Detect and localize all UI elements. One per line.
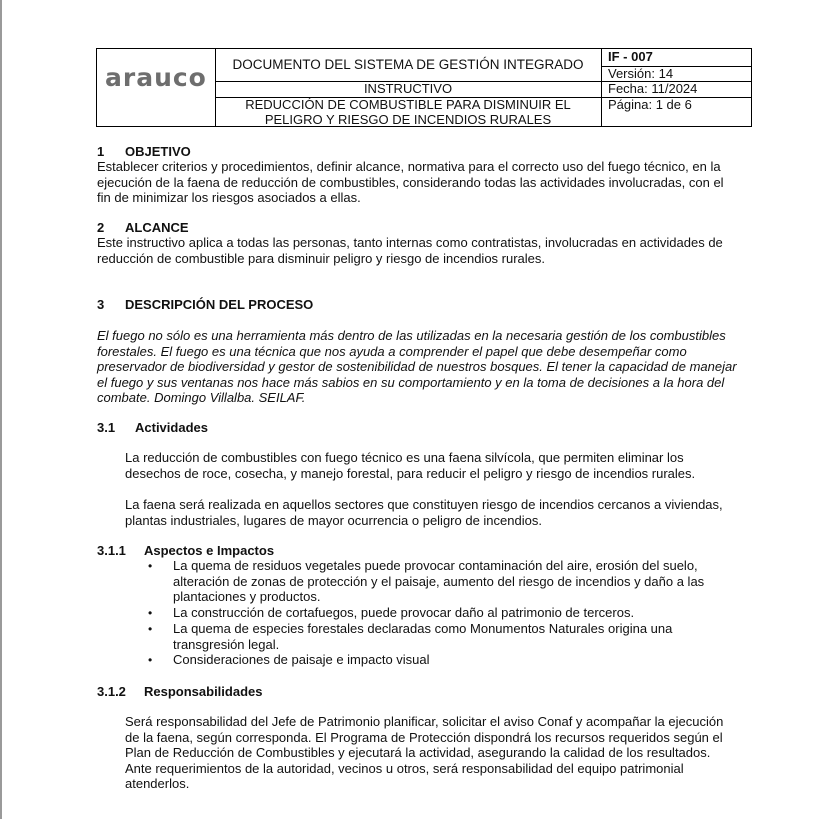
section-2-title: ALCANCE <box>125 220 189 235</box>
text-line: forestales. El fuego es una técnica que nos ayuda a comprender el papel que debe desempeñar como <box>97 343 687 359</box>
text-line: preservador de biodiversidad y gestor de sostenibilidad de nuestros bosques. El tener la capacidad de manejar <box>97 359 737 374</box>
text-line: Consideraciones de paisaje e impacto visual <box>173 652 430 667</box>
section-3-quote <box>97 328 744 406</box>
system-title: DOCUMENTO DEL SISTEMA DE GESTIÓN INTEGRADO <box>215 49 602 81</box>
section-3-1-1-title: Aspectos e Impactos <box>144 543 275 558</box>
section-3-1-1-number: 3.1.1 <box>97 543 126 558</box>
doc-code: IF - 007 <box>608 49 653 64</box>
arauco-logo: arauco <box>105 63 207 92</box>
section-3-title: DESCRIPCIÓN DEL PROCESO <box>125 297 314 312</box>
bullet-icon: • <box>148 559 153 573</box>
list-item <box>173 621 743 652</box>
section-3-1-paragraph-1 <box>125 450 743 481</box>
list-item <box>173 558 743 605</box>
section-3-1-2-title: Responsabilidades <box>144 684 263 699</box>
text-line: desechos de roce, cosecha, y manejo forestal, para reducir el peligro y riesgo de incendios rurales. <box>125 465 696 481</box>
text-line: de la faena, según corresponda. El Programa de Protección dispondrá los recursos requeridos según el <box>125 729 723 745</box>
document-header-table <box>96 48 752 127</box>
text-line: La quema de residuos vegetales puede provocar contaminación del aire, erosión del suelo, <box>173 558 698 573</box>
logo-cell <box>97 49 216 126</box>
page-edge <box>0 0 2 819</box>
text-line: Este instructivo aplica a todas las personas, tanto internas como contratistas, involucradas en actividades de <box>97 235 723 250</box>
section-3-1-title: Actividades <box>135 420 208 435</box>
text-line: alteración de zonas de protección y el paisaje, aumento del riesgo de incendios y daño a las <box>173 573 705 589</box>
bullet-icon: • <box>148 622 153 636</box>
text-line: La quema de especies forestales declaradas como Monumentos Naturales origina una <box>173 621 673 636</box>
text-line: ejecución de la faena de reducción de combustibles, considerando todas las actividades involucradas, con el <box>97 174 724 190</box>
bullet-icon: • <box>148 606 153 620</box>
section-1-title: OBJETIVO <box>125 144 191 159</box>
text-line: Establecer criterios y procedimientos, definir alcance, normativa para el correcto uso del fuego técnico, en la <box>97 159 721 174</box>
text-line: La reducción de combustibles con fuego técnico es una faena silvícola, que permiten eliminar los <box>125 450 684 465</box>
text-line: reducción de combustible para disminuir peligro y riesgo de incendios rurales. <box>97 250 546 266</box>
section-3-1-paragraph-2 <box>125 497 743 528</box>
list-item <box>173 652 743 668</box>
text-line: atenderlos. <box>125 776 190 791</box>
doc-page: Página: 1 de 6 <box>608 97 692 112</box>
text-line: el fuego y sus ventanas nos hace más sabios en su comportamiento y en la toma de decisiones a la hora del <box>97 374 725 390</box>
list-item <box>173 605 743 621</box>
section-1-number: 1 <box>97 144 105 159</box>
text-line: El fuego no sólo es una herramienta más dentro de las utilizadas en la necesaria gestión de los combustibles <box>97 328 726 343</box>
doc-date: Fecha: 11/2024 <box>608 81 698 96</box>
text-line: plantas industriales, lugares de mayor ocurrencia o peligro de incendios. <box>125 512 542 528</box>
text-line: La construcción de cortafuegos, puede provocar daño al patrimonio de terceros. <box>173 605 635 620</box>
section-3-number: 3 <box>97 297 105 312</box>
section-3-1-2-text <box>125 714 743 792</box>
bullet-icon: • <box>148 653 153 667</box>
doc-title-line2: PELIGRO Y RIESGO DE INCENDIOS RURALES <box>264 112 552 127</box>
section-3-1-2-number: 3.1.2 <box>97 684 126 699</box>
text-line: transgresión legal. <box>173 636 280 652</box>
doc-title <box>215 97 602 126</box>
doc-title-line1: REDUCCIÓN DE COMBUSTIBLE PARA DISMINUIR EL <box>245 97 571 112</box>
doc-version: Versión: 14 <box>608 66 674 81</box>
text-line: fin de minimizar los riesgos asociados a ellas. <box>97 190 361 205</box>
text-line: plantaciones y productos. <box>173 589 321 604</box>
text-line: Ante requerimientos de la autoridad, vecinos u otros, será responsabilidad del equipo patrimonial <box>125 760 684 776</box>
text-line: Plan de Reducción de Combustibles y ejecutará la actividad, asegurando la calidad de los resultados. <box>125 745 711 760</box>
section-2-text <box>97 235 744 266</box>
section-3-1-number: 3.1 <box>97 420 116 435</box>
text-line: Será responsabilidad del Jefe de Patrimonio planificar, solicitar el aviso Conaf y acompañar la ejecución <box>125 714 724 729</box>
text-line: combate. Domingo Villalba. SEILAF. <box>97 390 306 405</box>
section-1-text <box>97 159 744 206</box>
doc-type: INSTRUCTIVO <box>215 81 602 97</box>
text-line: La faena será realizada en aquellos sectores que constituyen riesgo de incendios cercanos a viviendas, <box>125 497 723 512</box>
section-2-number: 2 <box>97 220 105 235</box>
